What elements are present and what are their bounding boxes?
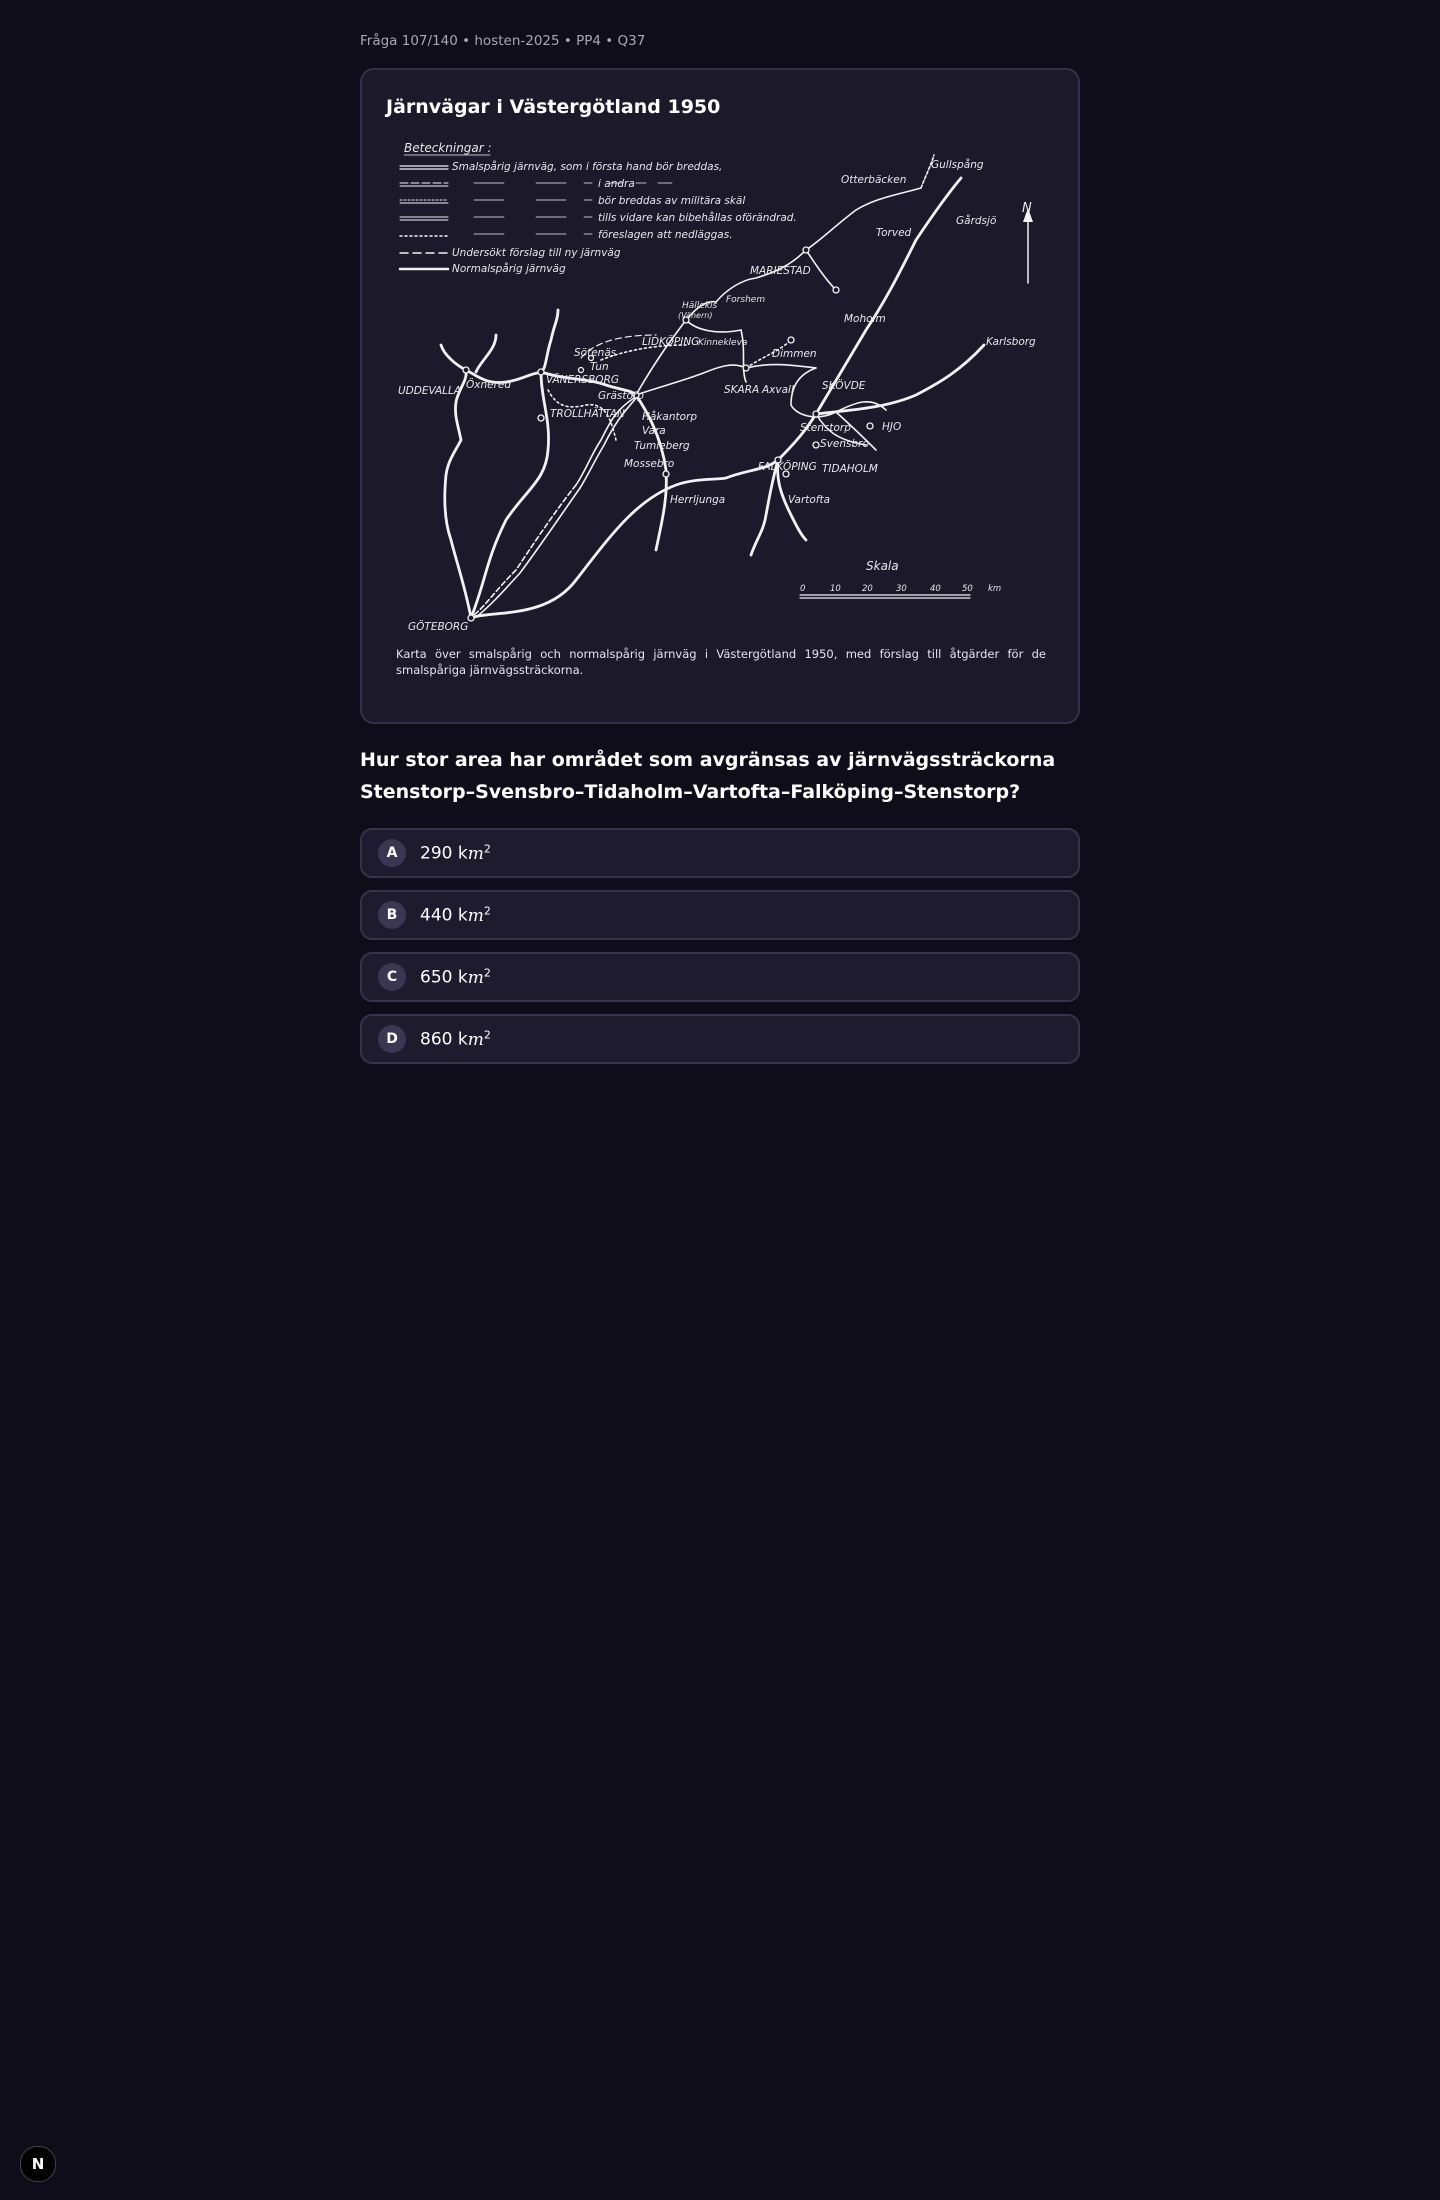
north-label: N (1022, 201, 1032, 216)
place-vanersborg: VÄNERSBORG (546, 374, 620, 386)
option-c[interactable] (360, 952, 1080, 1002)
place-gullspang: Gullspång (931, 159, 984, 171)
option-value: 290 $km^2$ (420, 842, 491, 864)
legend-row-2: i andra (598, 178, 635, 190)
place-trollhattan: TROLLHÄTTAN (550, 408, 625, 420)
place-dimmen: Dimmen (772, 348, 817, 360)
card-title: Järnvägar i Västergötland 1950 (386, 96, 721, 118)
option-letter: B (378, 901, 406, 929)
place-sotenas: Sötenäs (574, 347, 617, 359)
place-torved: Torved (876, 227, 912, 239)
place-karlsborg: Karlsborg (986, 336, 1036, 348)
place-gardsjo: Gårdsjö (956, 215, 997, 227)
legend-row-6: Undersökt förslag till ny järnväg (452, 247, 621, 259)
place-moholm: Moholm (844, 313, 886, 325)
scale-tick: 40 (930, 584, 941, 594)
scale-tick: 20 (862, 584, 873, 594)
place-hallekis: Hällekis (682, 301, 718, 311)
place-falkoping: FALKÖPING (758, 461, 817, 473)
place-svensbro: Svensbro (820, 438, 869, 450)
scale-label: Skala (866, 559, 899, 573)
map-caption: Karta över smalspårig och normalspårig järnväg i Västergötland 1950, med förslag till åtgärder för de smalspåriga järnvägssträckorna. (396, 647, 1046, 677)
option-a[interactable] (360, 828, 1080, 878)
option-value: 650 $km^2$ (420, 966, 491, 988)
option-d[interactable] (360, 1014, 1080, 1064)
place-grastorp: Grästorp (598, 390, 644, 402)
railway-map (396, 140, 1046, 640)
option-letter: C (378, 963, 406, 991)
legend-heading: Beteckningar : (404, 141, 492, 155)
option-letter: A (378, 839, 406, 867)
option-letter: D (378, 1025, 406, 1053)
place-tidaholm: TIDAHOLM (822, 463, 878, 475)
legend-row-1: Smalspårig järnväg, som i första hand bör breddas, (452, 161, 723, 173)
question-text: Hur stor area har området som avgränsas av järnvägssträckorna Stenstorp–Svensbro–Tidaholm–Vartofta–Falköping–Stenstorp? (360, 749, 1056, 803)
scale-tick: 10 (830, 584, 841, 594)
place-otterbacken: Otterbäcken (841, 174, 907, 186)
place-tun: Tun (590, 361, 609, 373)
place-stenstorp: Stenstorp (800, 422, 851, 434)
place-hjo: HJO (882, 421, 902, 433)
legend-row-5: föreslagen att nedläggas. (598, 229, 733, 241)
option-value: 440 $km^2$ (420, 904, 491, 926)
place-vartofta: Vartofta (788, 494, 831, 506)
scale-tick: 0 (800, 584, 806, 594)
option-b[interactable] (360, 890, 1080, 940)
place-kinnekleva: Kinnekleva (698, 338, 748, 348)
option-value: 860 $km^2$ (420, 1028, 491, 1050)
place-uddevalla: UDDEVALLA (398, 385, 462, 397)
legend-row-7: Normalspårig järnväg (452, 263, 566, 275)
place-mossebro: Mossebro (624, 458, 675, 470)
place-vanern: (Vänern) (678, 311, 713, 320)
place-vara: Vara (642, 425, 666, 437)
place-mariestad: MARIESTAD (750, 265, 811, 277)
scale-unit: km (988, 584, 1002, 594)
place-oxnered: Öxnered (466, 379, 512, 391)
question-meta: Fråga 107/140 • hosten-2025 • PP4 • Q37 (360, 33, 646, 49)
place-skovde: SKÖVDE (822, 380, 866, 392)
place-skara: SKARA (724, 384, 760, 396)
app-logo-icon[interactable]: N (20, 2146, 56, 2182)
place-lidkoping: LIDKÖPING (642, 336, 700, 348)
place-hakantorp: Håkantorp (642, 411, 698, 423)
place-herrljunga: Herrljunga (670, 494, 726, 506)
legend-row-4: tills vidare kan bibehållas oförändrad. (598, 212, 797, 224)
place-axvall: Axvall (762, 384, 794, 396)
legend-row-3: bör breddas av militära skäl (598, 195, 746, 207)
scale-tick: 30 (896, 584, 907, 594)
place-goteborg: GÖTEBORG (408, 621, 469, 633)
scale-tick: 50 (962, 584, 973, 594)
place-forshem: Forshem (726, 295, 766, 305)
place-tumleberg: Tumleberg (634, 440, 690, 452)
map-card (360, 68, 1080, 724)
